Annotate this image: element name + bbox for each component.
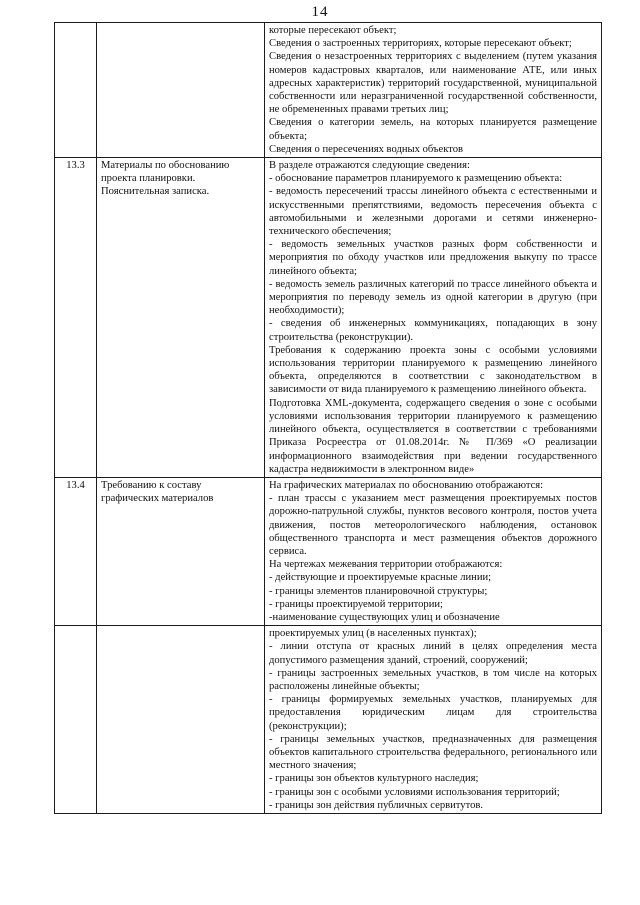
description-line: - границы земельных участков, предназначенных для размещения объектов капитального строительства федерального, регионального или местного значения;	[269, 733, 597, 772]
description-line: На графических материалах по обоснованию отображаются:	[269, 479, 544, 491]
description-line: которые пересекают объект;	[269, 25, 397, 36]
row-title	[97, 158, 265, 478]
table-row	[55, 626, 602, 814]
description-line: - границы формируемых земельных участков, планируемых для предоставления юридическим лицам для строительства (реконструкции);	[269, 694, 597, 732]
description-line: -наименование существующих улиц и обозначение	[269, 611, 500, 623]
row-description	[265, 477, 602, 625]
description-line: - границы застроенных земельных участков, в том числе на которых расположены линейные объекты;	[269, 667, 597, 692]
row-number	[55, 626, 97, 814]
description-line: Подготовка XML-документа, содержащего сведения о зоне с особыми условиями использования территории планируемого к размещению линейного объекта, осуществляется в соответствии с требованиями Приказа Росреестра от 01.08.2014г. № П/369 «О реализации информационного взаимодействия при ведении государственного кадастра недвижимости в электронном виде»	[269, 397, 597, 475]
description-line: - план трассы с указанием мест размещения проектируемых постов дорожно-патрульной службы, пунктов весового контроля, постов учета движения, постов метеорологического наблюдения, остановок общественного транспорта и мест размещения объектов дорожного сервиса.	[269, 493, 597, 557]
table-row	[55, 23, 602, 158]
row-description	[265, 158, 602, 478]
row-title-line: Пояснительная записка.	[101, 186, 210, 198]
description-line: - действующие и проектируемые красные линии;	[269, 572, 492, 584]
page-number: 14	[311, 4, 329, 20]
description-line: - границы зон действия публичных сервитутов.	[269, 799, 484, 811]
row-title	[97, 626, 265, 814]
description-line: - ведомость пересечений трассы линейного объекта с естественными и искусственными препятствиями, ведомость пересечения объекта с автомобильными и железными дорогами и сетями инженерно-технического обеспечения;	[269, 186, 597, 238]
description-line: Сведения о категории земель, на которых планируется размещение объекта;	[269, 117, 597, 142]
description-line: - ведомость земель различных категорий по трассе линейного объекта и мероприятия по переводу земель из одной категории в другую (при необходимости);	[269, 278, 597, 317]
description-line: - границы проектируемой территории;	[269, 598, 443, 610]
description-line: - границы элементов планировочной структуры;	[269, 585, 488, 597]
row-number: 13.3	[55, 158, 97, 478]
description-line: На чертежах межевания территории отображаются:	[269, 559, 503, 571]
description-line: - ведомость земельных участков разных форм собственности и мероприятия по обходу участков или предложения выкупу по трассе линейного объекта;	[269, 239, 597, 277]
description-line: - границы зон объектов культурного наследия;	[269, 773, 479, 785]
row-title-line: Требованию к составу графических материалов	[101, 479, 214, 505]
table-row	[55, 477, 602, 625]
description-line: проектируемых улиц (в населенных пунктах);	[269, 628, 477, 640]
row-title	[97, 477, 265, 625]
requirements-table	[54, 22, 602, 814]
description-line: - линии отступа от красных линий в целях определения места допустимого размещения зданий, строений, сооружений;	[269, 641, 597, 666]
description-line: Требования к содержанию проекта зоны с особыми условиями использования территории планируемого к размещению линейного объекта, определяются в соответствии с законодательством в зависимости от вида планируемого к размещению линейного объекта.	[269, 344, 597, 396]
row-title-line: Материалы по обоснованию проекта планировки.	[101, 160, 230, 185]
row-description	[265, 23, 602, 158]
row-number	[55, 23, 97, 158]
description-line: Сведения о застроенных территориях, которые пересекают объект;	[269, 38, 572, 50]
description-line: - сведения об инженерных коммуникациях, попадающих в зону строительства (реконструкции).	[269, 318, 597, 343]
description-line: - обоснование параметров планируемого к размещению объекта:	[269, 173, 563, 185]
row-title	[97, 23, 265, 158]
table-row	[55, 158, 602, 478]
description-line: - границы зон с особыми условиями использования территорий;	[269, 786, 560, 798]
description-line: Сведения о пересечениях водных объектов	[269, 143, 463, 155]
row-description	[265, 626, 602, 814]
description-line: Сведения о незастроенных территориях с выделением (путем указания номеров кадастровых кварталов, или наименование АТЕ, или иных адресных характеристик) территорий государственной, муниципальной собственности или неразграниченной государственной собственности, не обремененных правами третьих лиц;	[269, 51, 597, 116]
row-number: 13.4	[55, 477, 97, 625]
description-line: В разделе отражаются следующие сведения:	[269, 160, 470, 172]
